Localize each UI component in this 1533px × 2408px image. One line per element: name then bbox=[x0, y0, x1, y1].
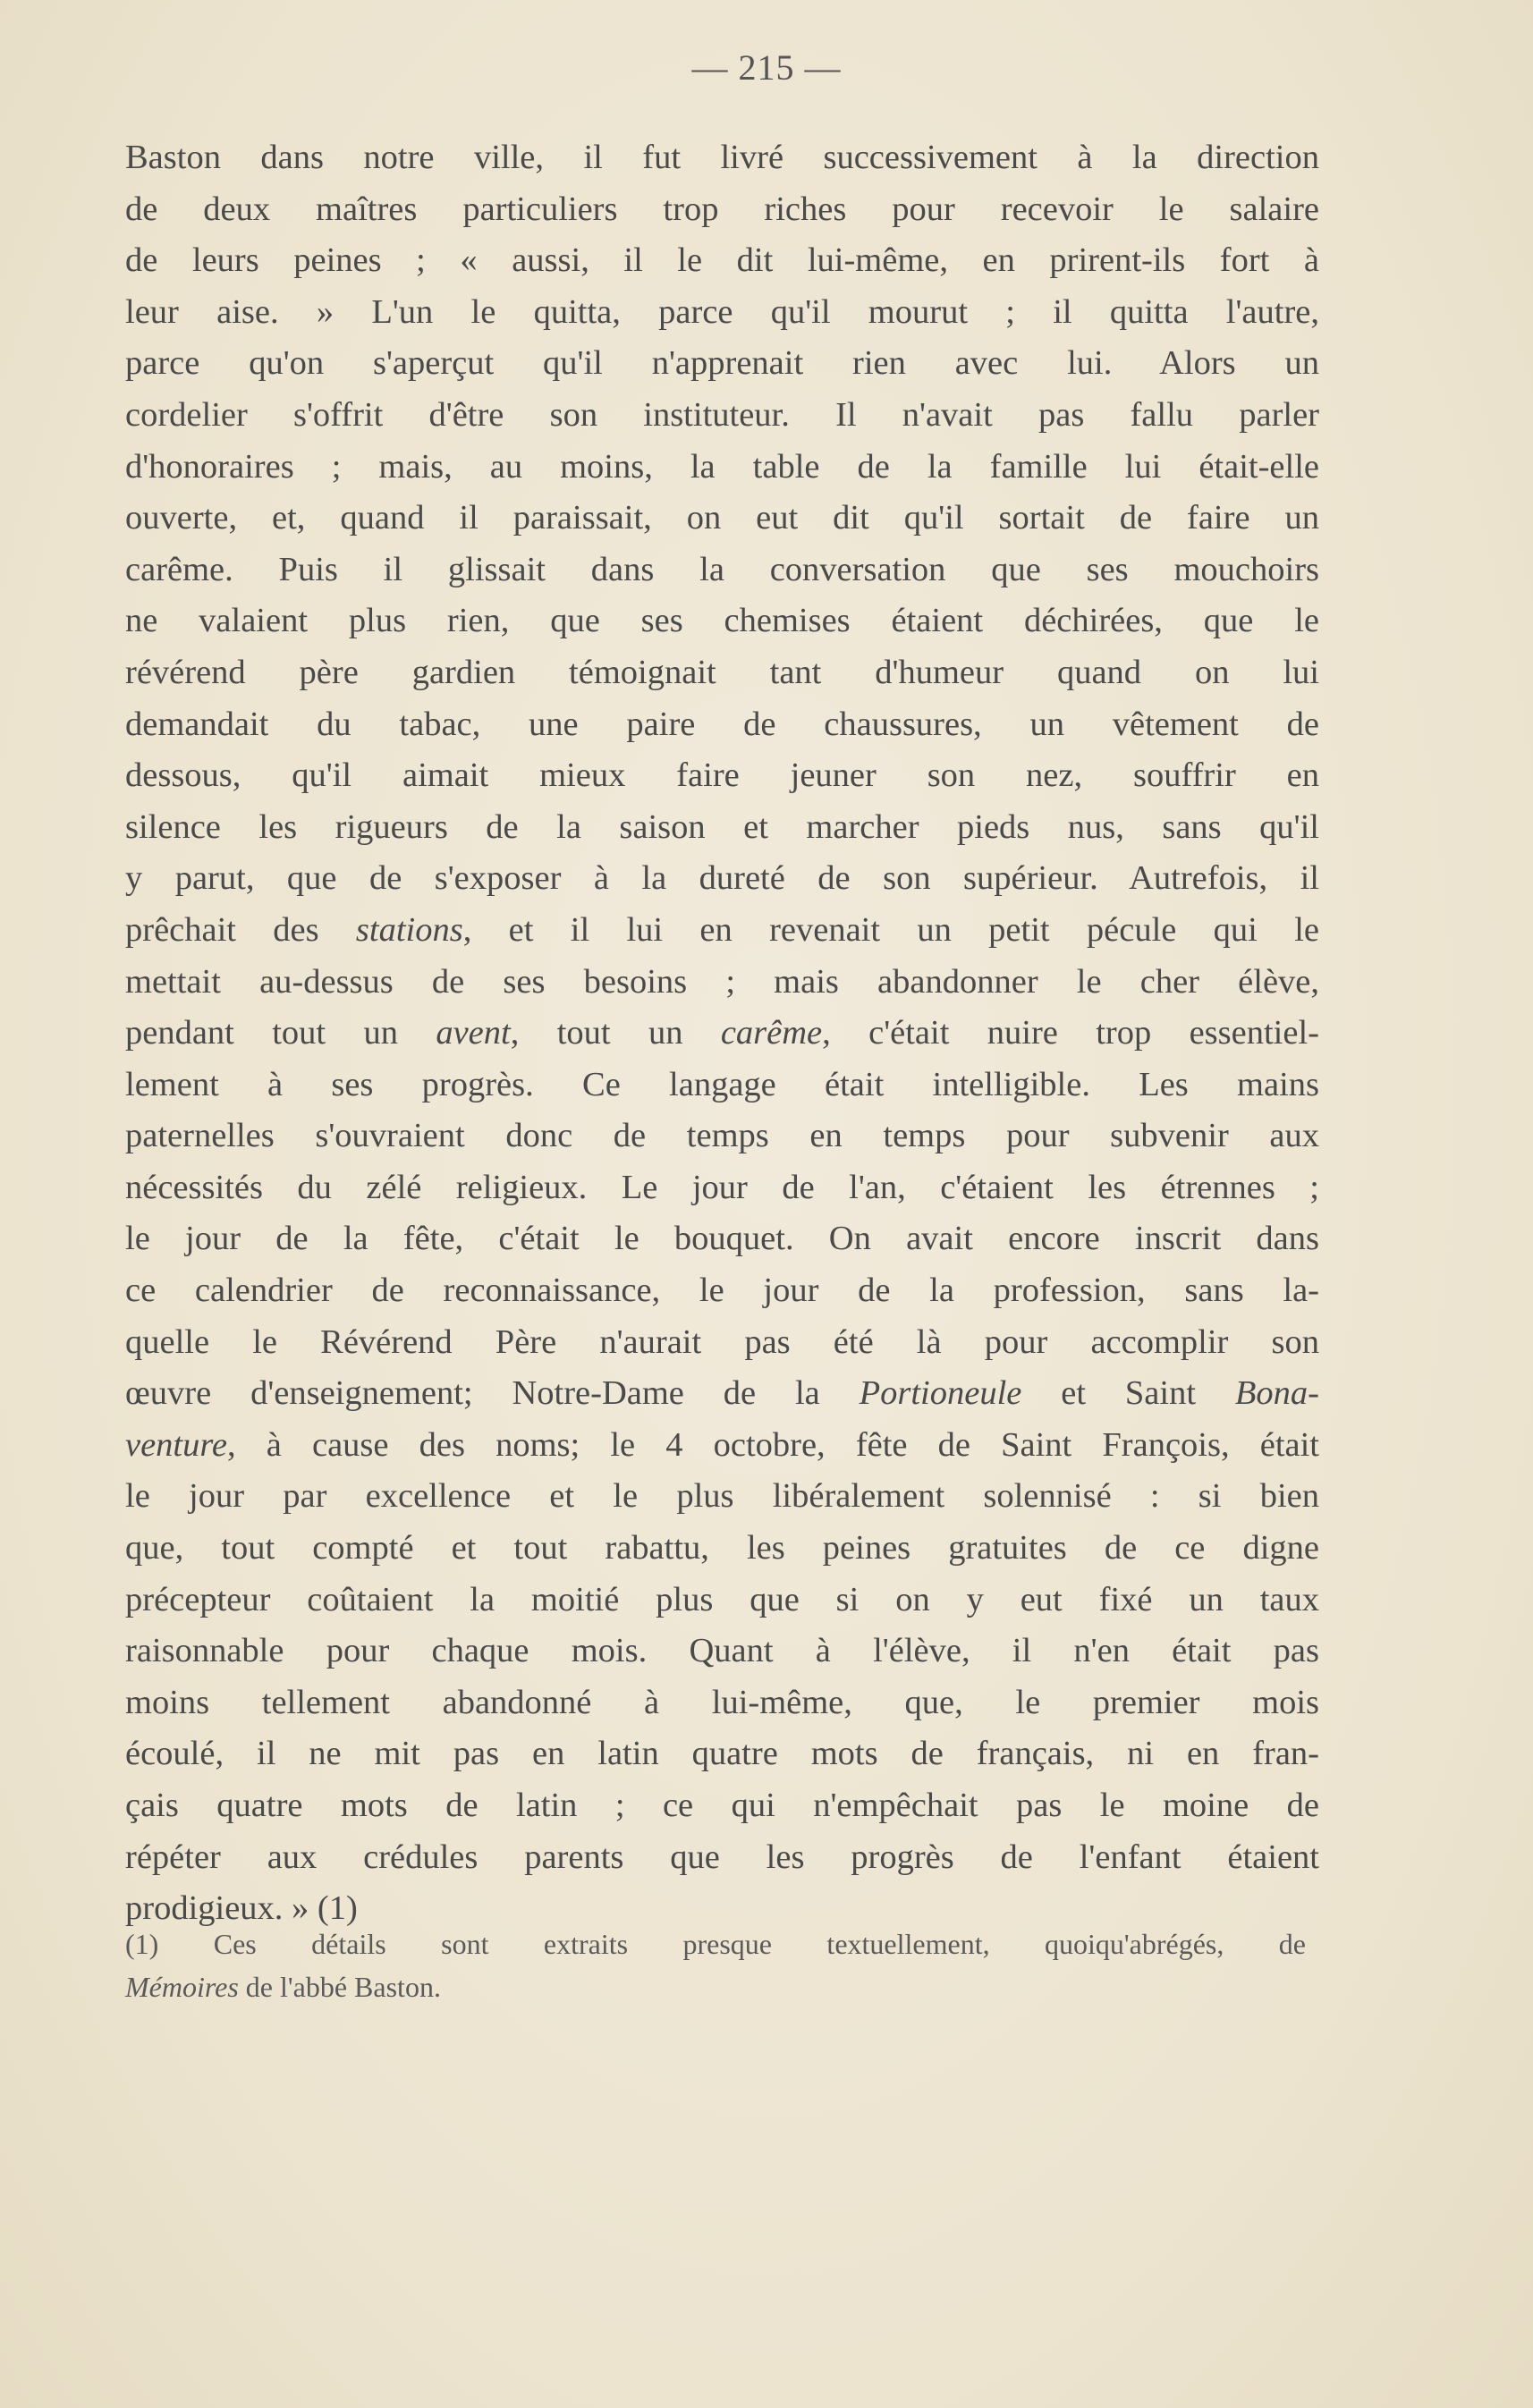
text-line: que, tout compté et tout rabattu, les peines gratuites de ce digne bbox=[125, 1529, 1319, 1567]
page-number: — 215 — bbox=[691, 47, 842, 88]
text-line: parce qu'on s'aperçut qu'il n'apprenait rien avec lui. Alors un bbox=[125, 344, 1319, 383]
text-line: Baston dans notre ville, il fut livré successivement à la direction bbox=[125, 139, 1319, 176]
text-line: ne valaient plus rien, que ses chemises étaient déchirées, que le bbox=[125, 602, 1319, 640]
italic-term: Portioneule bbox=[859, 1374, 1022, 1413]
text-line: carême. Puis il glissait dans la conversation que ses mouchoirs bbox=[125, 550, 1319, 588]
text-line: ouverte, et, quand il paraissait, on eut dit qu'il sortait de faire un bbox=[125, 499, 1319, 537]
italic-term: Mémoires bbox=[125, 1971, 239, 2003]
text-line: çais quatre mots de latin ; ce qui n'empêchait pas le moine de bbox=[125, 1787, 1319, 1824]
text-line: de leurs peines ; « aussi, il le dit lui-même, en prirent-ils fort à bbox=[125, 241, 1319, 280]
text-line: paternelles s'ouvraient donc de temps en temps pour subvenir aux bbox=[125, 1117, 1319, 1155]
text-line: cordelier s'offrit d'être son instituteur. Il n'avait pas fallu parler bbox=[125, 395, 1319, 434]
text-line: prêchait des stations, et il lui en revenait un petit pécule qui le bbox=[125, 910, 1319, 949]
italic-term: stations bbox=[355, 910, 463, 949]
text-line: répéter aux crédules parents que les progrès de l'enfant étaient bbox=[125, 1838, 1319, 1876]
text-line: mettait au-dessus de ses besoins ; mais abandonner le cher élève, bbox=[125, 962, 1319, 1001]
text-line: demandait du tabac, une paire de chaussures, un vêtement de bbox=[125, 705, 1319, 743]
text-line: prodigieux. » (1) bbox=[125, 1889, 358, 1928]
text-line: pendant tout un avent, tout un carême, c'était nuire trop essentiel- bbox=[125, 1014, 1319, 1052]
text-line: lement à ses progrès. Ce langage était intelligible. Les mains bbox=[125, 1065, 1319, 1103]
body-text bbox=[125, 132, 1319, 1935]
text-line: quelle le Révérend Père n'aurait pas été là pour accomplir son bbox=[125, 1322, 1319, 1361]
footnote-line: Mémoires de l'abbé Baston. bbox=[125, 1971, 441, 2003]
text-line: précepteur coûtaient la moitié plus que si on y eut fixé un taux bbox=[125, 1580, 1319, 1618]
italic-term: Bona- bbox=[1234, 1374, 1319, 1413]
italic-term: carême bbox=[720, 1014, 823, 1052]
text-line: le jour par excellence et le plus libéralement solennisé : si bien bbox=[125, 1477, 1319, 1516]
text-line: raisonnable pour chaque mois. Quant à l'élève, il n'en était pas bbox=[125, 1632, 1319, 1670]
footnote-line: (1) Ces détails sont extraits presque textuellement, quoiqu'abrégés, de bbox=[125, 1928, 1306, 1960]
text-line: nécessités du zélé religieux. Le jour de l'an, c'étaient les étrennes ; bbox=[125, 1168, 1319, 1206]
text-line: y parut, que de s'exposer à la dureté de son supérieur. Autrefois, il bbox=[125, 859, 1319, 898]
footnote bbox=[125, 1922, 1306, 2008]
text-line: venture, à cause des noms; le 4 octobre, fête de Saint François, était bbox=[125, 1425, 1319, 1464]
text-line: de deux maîtres particuliers trop riches pour recevoir le salaire bbox=[125, 190, 1319, 228]
text-line: dessous, qu'il aimait mieux faire jeuner son nez, souffrir en bbox=[125, 756, 1319, 795]
italic-term: avent bbox=[436, 1014, 511, 1052]
text-line: ce calendrier de reconnaissance, le jour de la profession, sans la- bbox=[125, 1272, 1319, 1310]
text-line: œuvre d'enseignement; Notre-Dame de la Portioneule et Saint Bona- bbox=[125, 1374, 1319, 1413]
text-line: moins tellement abandonné à lui-même, que, le premier mois bbox=[125, 1683, 1319, 1721]
text-line: leur aise. » L'un le quitta, parce qu'il mourut ; il quitta l'autre, bbox=[125, 292, 1319, 331]
text-line: le jour de la fête, c'était le bouquet. On avait encore inscrit dans bbox=[125, 1220, 1319, 1258]
text-line: d'honoraires ; mais, au moins, la table de la famille lui était-elle bbox=[125, 447, 1319, 486]
italic-term: venture bbox=[125, 1425, 228, 1464]
text-line: écoulé, il ne mit pas en latin quatre mots de français, ni en fran- bbox=[125, 1735, 1319, 1773]
text-line: révérend père gardien témoignait tant d'humeur quand on lui bbox=[125, 653, 1319, 691]
text-line: silence les rigueurs de la saison et marcher pieds nus, sans qu'il bbox=[125, 807, 1319, 846]
